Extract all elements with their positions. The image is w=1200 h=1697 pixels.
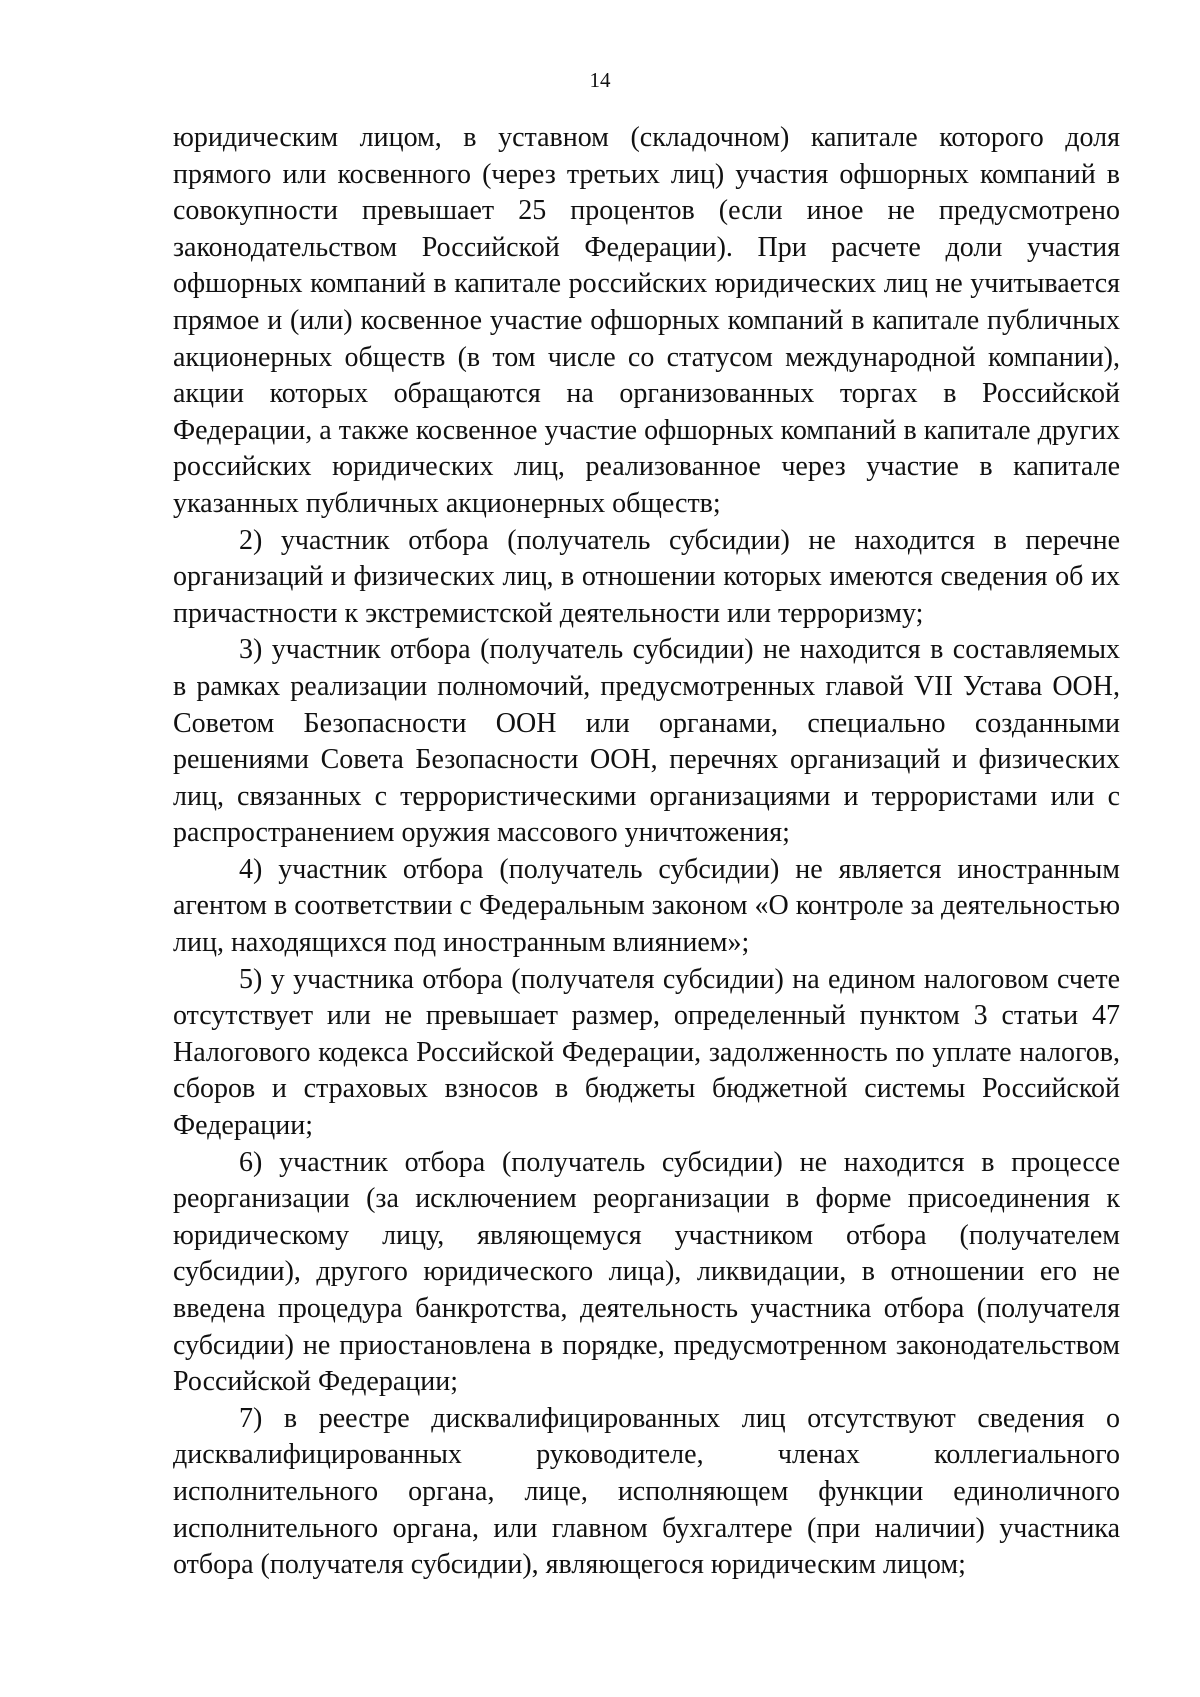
- paragraph-continuation: юридическим лицом, в уставном (складочном) капитале которого доля прямого или косвенного (через третьих лиц) участия офшорных компаний в совокупности превышает 25 процентов (если иное не предусмотрено законодательством Российской Федерации). При расчете доли участия офшорных компаний в капитале российских юридических лиц не учитывается прямое и (или) косвенное участие офшорных компаний в капитале публичных акционерных обществ (в том числе со статусом международной компании), акции которых обращаются на организованных торгах в Российской Федерации, а также косвенное участие офшорных компаний в капитале других российских юридических лиц, реализованное через участие в капитале указанных публичных акционерных обществ;: [173, 122, 1120, 519]
- paragraph-item-3: 3) участник отбора (получатель субсидии) не находится в составляемых в рамках реализации полномочий, предусмотренных главой VII Устава ООН, Советом Безопасности ООН или органами, специально созданными решениями Совета Безопасности ООН, перечнях организаций и физических лиц, связанных с террористическими организациями и террористами или с распространением оружия массового уничтожения;: [173, 634, 1120, 849]
- paragraph-item-2: 2) участник отбора (получатель субсидии) не находится в перечне организаций и физических лиц, в отношении которых имеются сведения об их причастности к экстремистской деятельности или терроризму;: [173, 524, 1120, 629]
- paragraph-item-5: 5) у участника отбора (получателя субсидии) на едином налоговом счете отсутствует или не превышает размер, определенный пунктом 3 статьи 47 Налогового кодекса Российской Федерации, задолженность по уплате налогов, сборов и страховых взносов в бюджеты бюджетной системы Российской Федерации;: [173, 963, 1120, 1142]
- page-number: 14: [589, 68, 611, 92]
- paragraph-item-4: 4) участник отбора (получатель субсидии) не является иностранным агентом в соответствии с Федеральным законом «О контроле за деятельностью лиц, находящихся под иностранным влиянием»;: [173, 853, 1120, 959]
- paragraph-item-7: 7) в реестре дисквалифицированных лиц отсутствуют сведения о дисквалифицированных руководителе, членах коллегиального исполнительного органа, лице, исполняющем функции единоличного исполнительного органа, или главном бухгалтере (при наличии) участника отбора (получателя субсидии), являющегося юридическим лицом;: [173, 1402, 1120, 1581]
- document-body: [173, 120, 1120, 1584]
- paragraph-item-6: 6) участник отбора (получатель субсидии) не находится в процессе реорганизации (за исключением реорганизации в форме присоединения к юридическому лицу, являющемуся участником отбора (получателем субсидии), другого юридического лица), ликвидации, в отношении его не введена процедура банкротства, деятельность участника отбора (получателя субсидии) не приостановлена в порядке, предусмотренном законодательством Российской Федерации;: [173, 1146, 1120, 1398]
